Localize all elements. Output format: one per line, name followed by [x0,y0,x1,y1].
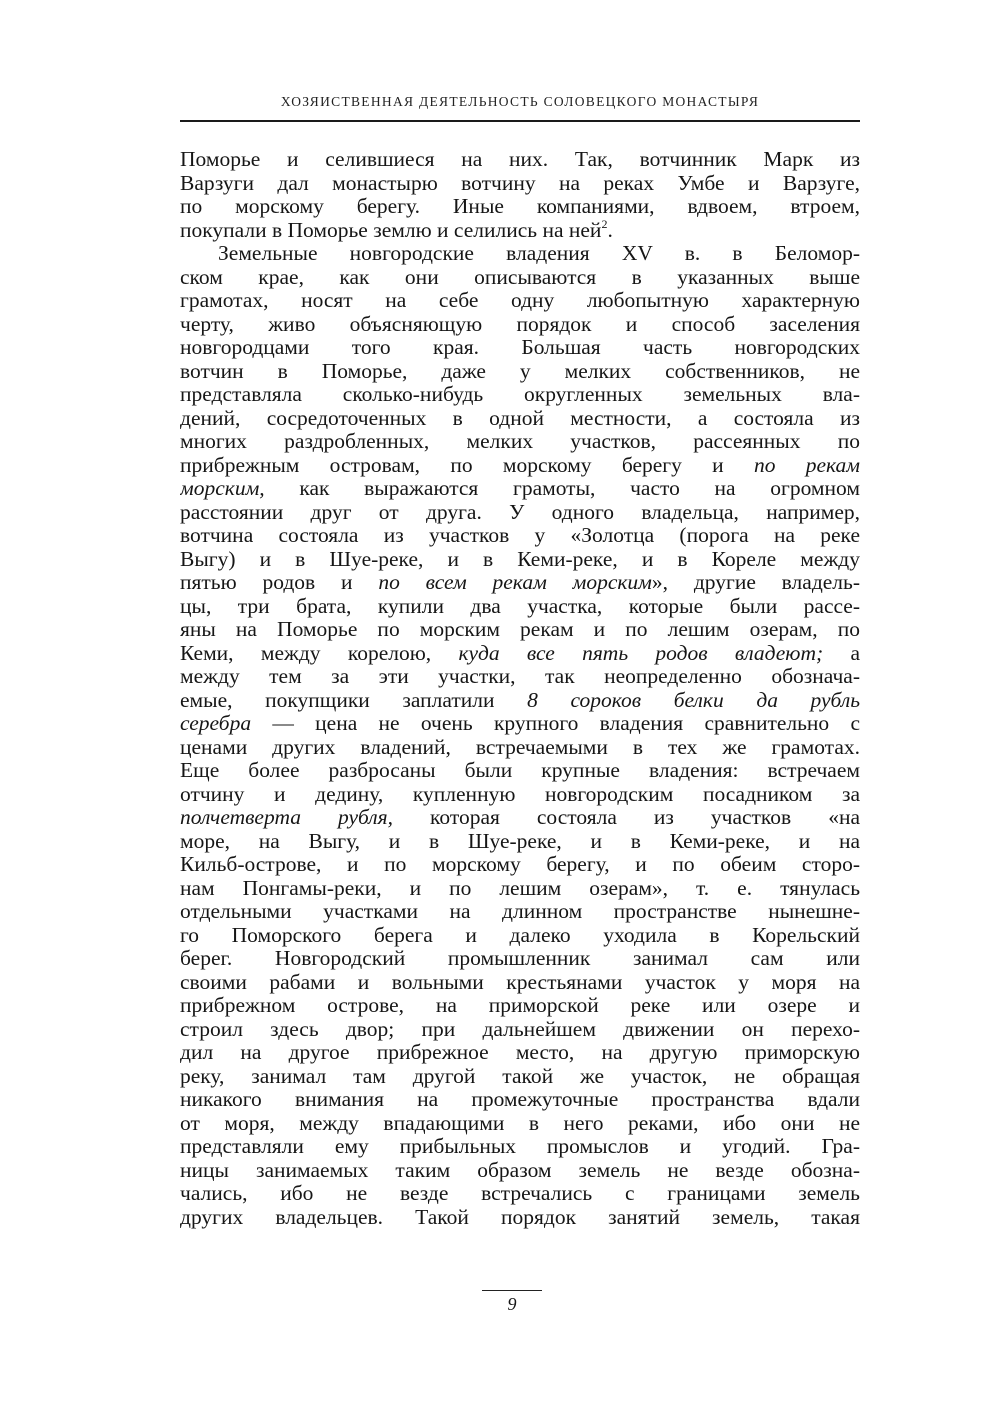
italic-quote: серебра [180,712,252,735]
text-line: представляли ему прибыльных промыслов и угодий. Гра- [180,1135,860,1158]
text-line: между тем за эти участки, так неопределенно обознача- [180,665,860,688]
text-line: дений, сосредоточенных в одной местности, а состояла из [180,406,860,430]
italic-quote: по рекам [753,453,860,477]
text-line: полчетверта рубля, которая состояла из участков «на [180,806,860,829]
page-footer [482,1290,542,1314]
text-line: расстоянии друг от друга. У одного владельца, например, [180,500,860,524]
text-line: прибрежным островам, по морскому берегу и по рекам [180,453,860,477]
text-line: морским, как выражаются грамоты, часто на огромном [180,477,860,500]
text-line: чались, ибо не везде встречались с границами земель [180,1182,860,1205]
text-line: вотчина состояла из участков у «Золотца (порога на реке [180,524,860,547]
text-line: Варзуги дал монастырю вотчину на реках Умбе и Варзуге, [180,171,860,195]
text-line: по морскому берегу. Иные компаниями, вдвоем, втроем, [180,195,860,218]
text-line: прибрежном острове, на приморской реке или озере и [180,994,860,1017]
text-line: го Поморского берега и далеко уходила в Корельский [180,923,860,947]
body-text [180,148,860,1229]
text-line: грамотах, носят на себе одну любопытную характерную [180,289,860,312]
text-line: дил на другое прибрежное место, на другую приморскую [180,1041,860,1064]
page-number: 9 [507,1294,517,1314]
text-line: других владельцев. Такой порядок занятий земель, такая [180,1205,860,1229]
text-line: от моря, между впадающими в него реками, ибо они не [180,1111,860,1135]
text-line: пятью родов и по всем рекам морским», другие владель- [180,571,860,594]
italic-quote: морским, [180,477,265,500]
text-line: вотчин в Поморье, даже у мелких собственников, не [180,359,860,383]
text-line: ницы занимаемых таким образом земель не везде обозна- [180,1158,860,1182]
text-line: берег. Новгородский промышленник занимал сам или [180,947,860,970]
text-line: своими рабами и вольными крестьянами участок у моря на [180,970,860,994]
book-page [180,92,860,1332]
text-line: Земельные новгородские владения XV в. в Беломор- [218,242,860,265]
text-line: отдельными участками на длинном пространстве нынешне- [180,900,860,923]
text-line: емые, покупщики заплатили 8 сороков белки да рубль [180,688,860,712]
text-line: ском крае, как они описываются в указанных выше [180,265,860,289]
text-line: ценами других владений, встречаемыми в тех же грамотах. [180,735,860,759]
text-line: новгородцами того края. Большая часть новгородских [180,336,860,359]
text-line: покупали в Поморье землю и селились на ней$^2$. [180,218,613,242]
text-line: Кеми, между корелою, куда все пять родов владеют; а [180,641,860,665]
footnote-reference[interactable]: 2 [601,218,608,231]
text-line: Кильб-острове, и по морскому берегу, и по обеим сторо- [180,853,860,876]
footer-rule [482,1290,542,1291]
text-line: многих раздробленных, мелких участков, рассеянных по [180,430,860,453]
text-line: Еще более разбросаны были крупные владения: встречаем [180,759,860,782]
text-line: реку, занимал там другой такой же участок, не обращая [180,1064,860,1088]
text-line: серебра — цена не очень крупного владения сравнительно с [180,712,860,735]
text-line: Выгу) и в Шуе-реке, и в Кеми-реке, и в Кореле между [180,547,860,571]
text-line: черту, живо объясняющую порядок и способ заселения [180,312,860,336]
text-line: цы, три брата, купили два участка, которые были рассе- [180,594,860,618]
text-line: никакого внимания на промежуточные пространства вдали [180,1088,860,1111]
text-line: строил здесь двор; при дальнейшем движении он перехо- [180,1017,860,1041]
italic-quote: 8 сороков белки да рубль [527,688,860,712]
text-line: отчину и дедину, купленную новгородским посадником за [180,782,860,806]
text-line: представляла сколько-нибудь округленных земельных вла- [180,383,860,406]
running-head: ХОЗЯИСТВЕННАЯ ДЕЯТЕЛЬНОСТЬ СОЛОВЕЦКОГО МОНАСТЫРЯ [280,94,760,109]
text-line: море, на Выгу, и в Шуе-реке, и в Кеми-реке, и на [180,829,860,853]
text-line: нам Понгамы-реки, и по лешим озерам», т. е. тянулась [180,876,860,900]
text-line: яны на Поморье по морским рекам и по лешим озерам, по [180,618,860,641]
italic-quote: по всем рекам морским [378,571,652,594]
text-line: Поморье и селившиеся на них. Так, вотчинник Марк из [180,148,860,171]
header-rule [180,120,860,122]
italic-quote: куда все пять родов владеют; [458,641,824,665]
italic-quote: полчетверта рубля, [180,806,394,829]
